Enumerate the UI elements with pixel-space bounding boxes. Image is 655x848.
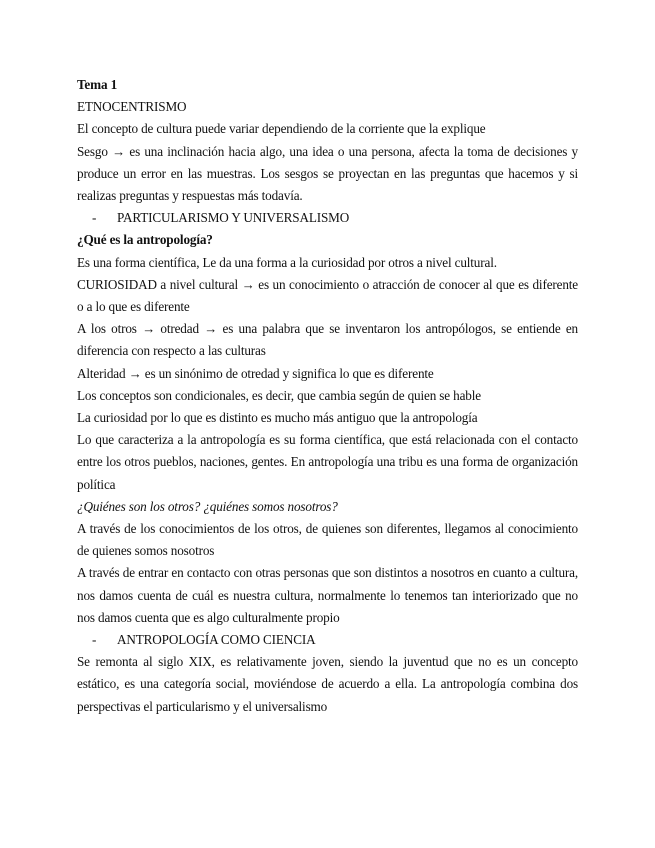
paragraph-line: o a lo que es diferente (77, 299, 190, 315)
paragraph-line: El concepto de cultura puede variar dependiendo de la corriente que la explique (77, 121, 486, 137)
paragraph-line: estático, es una categoría social, moviéndose de acuerdo a ella. La antropología combina dos (77, 676, 578, 692)
paragraph-line: Lo que caracteriza a la antropología es su forma científica, que está relacionada con el contacto (77, 432, 578, 448)
bullet-item (77, 207, 578, 229)
paragraph-line: CURIOSIDAD a nivel cultural → es un conocimiento o atracción de conocer al que es diferente (77, 276, 578, 292)
paragraph-line: A través de los conocimientos de los otros, de quienes son diferentes, llegamos al conocimiento (77, 521, 578, 537)
question-heading: ¿Qué es la antropología? (77, 232, 213, 248)
paragraph-line: A través de entrar en contacto con otras personas que son distintos a nosotros en cuanto a cultura, (77, 565, 578, 581)
paragraph-line: nos damos cuenta de cuál es nuestra cultura, normalmente lo tenemos tan interiorizado que no (77, 587, 578, 603)
bullet-label: PARTICULARISMO Y UNIVERSALISMO (117, 210, 350, 226)
paragraph-line: La curiosidad por lo que es distinto es mucho más antiguo que la antropología (77, 410, 478, 426)
paragraph-line: Alteridad → es un sinónimo de otredad y significa lo que es diferente (77, 365, 434, 381)
paragraph-line: perspectivas el particularismo y el universalismo (77, 698, 328, 714)
bullet-item (77, 629, 578, 651)
paragraph-line: Se remonta al siglo XIX, es relativamente joven, siendo la juventud que no es un concepto (77, 654, 578, 670)
bullet-label: ANTROPOLOGÍA COMO CIENCIA (117, 632, 316, 648)
paragraph-line: diferencia con respecto a las culturas (77, 343, 266, 359)
italic-question: ¿Quiénes son los otros? ¿quiénes somos nosotros? (77, 498, 338, 514)
paragraph-line: Los conceptos son condicionales, es decir, que cambia según de quien se hable (77, 387, 481, 403)
paragraph-line: realizas preguntas y respuestas más todavía. (77, 188, 303, 204)
paragraph-line: Es una forma científica, Le da una forma a la curiosidad por otros a nivel cultural. (77, 254, 497, 270)
paragraph-line: nos damos cuenta que es algo culturalmente propio (77, 609, 340, 625)
section-title: ETNOCENTRISMO (77, 99, 187, 115)
paragraph-line: Sesgo → es una inclinación hacia algo, una idea o una persona, afecta la toma de decisiones y (77, 143, 578, 159)
bullet-dash: - (92, 632, 97, 648)
page-heading: Tema 1 (77, 77, 118, 92)
paragraph-line: entre los otros pueblos, naciones, gentes. En antropología una tribu es una forma de organización (77, 454, 578, 470)
paragraph-line: A los otros → otredad → es una palabra que se inventaron los antropólogos, se entiende en (77, 321, 578, 337)
paragraph-line: política (77, 476, 116, 492)
paragraph-line: produce un error en las muestras. Los sesgos se proyectan en las preguntas que hacemos y si (77, 165, 578, 181)
paragraph-line: de quienes somos nosotros (77, 543, 215, 559)
bullet-dash: - (92, 210, 97, 226)
